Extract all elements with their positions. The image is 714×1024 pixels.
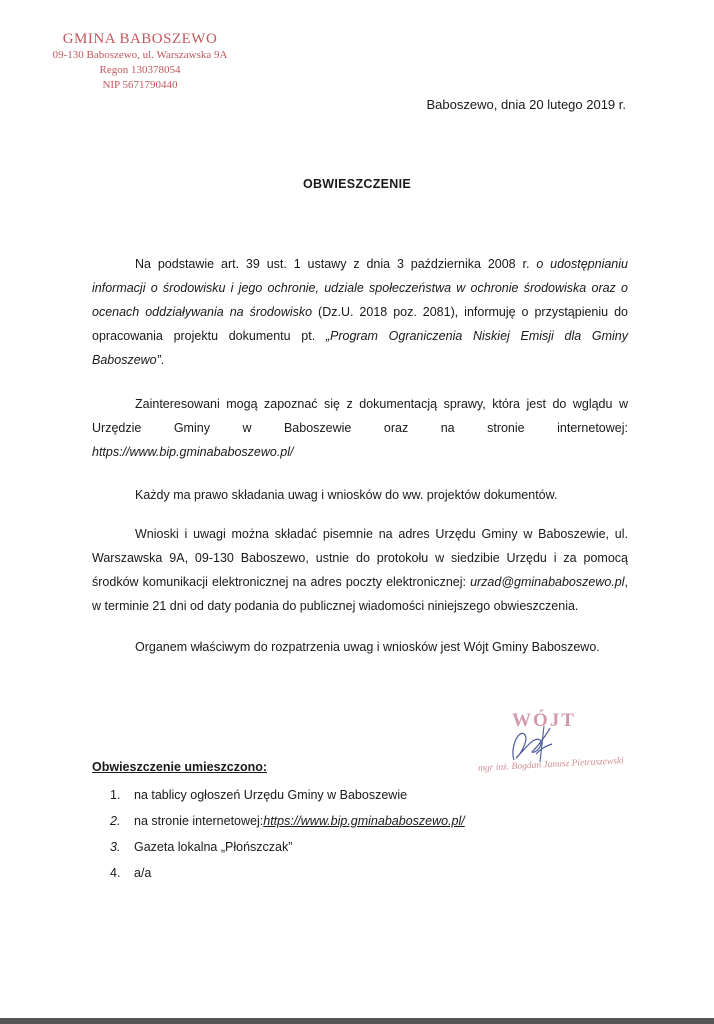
paragraph-documentation (92, 392, 628, 464)
list-item (110, 860, 465, 886)
para4-email: urzad@gminababoszewo.pl (470, 575, 625, 589)
list-item-number: 2. (110, 814, 121, 828)
stamp-name: GMINA BABOSZEWO (62, 31, 218, 47)
para1-act-title: o udostępnianiu informacji o środowisku i jego ochronie, udziale społeczeństwa w ochronie środowiska oraz o ocenach oddziaływania na środowisko (92, 257, 628, 319)
document-body (92, 252, 628, 659)
list-item-text: na stronie internetowej: (134, 814, 264, 828)
para1-text-c: (Dz.U. 2018 poz. 2081), informuję o przystąpieniu do opracowania projektu dokumentu pt. (92, 305, 628, 343)
stamp-regon: Regon 130378054 (99, 64, 181, 76)
list-item-number: 3. (110, 840, 121, 854)
para1-program-title: „Program Ograniczenia Niskiej Emisji dla Gminy Baboszewo” (92, 329, 628, 367)
stamp-nip: NIP 5671790440 (102, 79, 178, 91)
placement-list (110, 782, 465, 886)
para1-text-e: . (160, 353, 165, 367)
document-date: Baboszewo, dnia 20 lutego 2019 r. (426, 97, 626, 112)
para4-text-a: Wnioski i uwagi można składać pisemnie na adres Urzędu Gminy w Baboszewie, ul. Warszawska 9A, 09-130 Baboszewo, ustnie do protokołu w siedzibie Urzędu i za pomocą środków komunikacji elektronicznej na adres poczty elektronicznej: (92, 527, 628, 589)
viewer-bottom-edge (0, 1018, 714, 1024)
list-item-number: 4. (110, 866, 121, 880)
document-title: OBWIESZCZENIE (302, 177, 412, 191)
list-item (110, 782, 465, 808)
list-item (110, 834, 465, 860)
list-item-number: 1. (110, 788, 121, 802)
paragraph-right-to-comment: Każdy ma prawo składania uwag i wniosków do ww. projektów dokumentów. (135, 488, 558, 502)
list-item-text: a/a (134, 866, 152, 880)
para4-text-c: , w terminie 21 dni od daty podania do publicznej wiadomości niniejszego obwieszczenia. (92, 575, 628, 613)
signature-title: WÓJT (512, 710, 576, 731)
stamp-address: 09-130 Baboszewo, ul. Warszawska 9A (52, 49, 228, 61)
website-link[interactable]: https://www.bip.gminababoszewo.pl/ (263, 814, 465, 828)
list-item-text: Gazeta lokalna „Płońszczak” (134, 840, 293, 854)
paragraph-competent-authority: Organem właściwym do rozpatrzenia uwag i wniosków jest Wójt Gminy Baboszewo. (135, 640, 600, 654)
office-stamp (30, 30, 250, 93)
para1-text-a: Na podstawie art. 39 ust. 1 ustawy z dnia 3 października 2008 r. (135, 257, 537, 271)
para2-website: https://www.bip.gminababoszewo.pl/ (92, 445, 294, 459)
signer-name: mgr inż. Bogdan Janusz Pietruszewski (477, 756, 625, 774)
placement-heading: Obwieszczenie umieszczono: (92, 760, 268, 774)
para2-text: Zainteresowani mogą zapoznać się z dokumentacją sprawy, która jest do wglądu w Urzędzie Gminy w Baboszewie oraz na stronie internetowej: (92, 397, 628, 435)
signature-block (470, 700, 670, 790)
paragraph-legal-basis (92, 252, 628, 372)
list-item-text: na tablicy ogłoszeń Urzędu Gminy w Baboszewie (134, 788, 408, 802)
paragraph-submission (92, 522, 628, 618)
list-item (110, 808, 465, 834)
